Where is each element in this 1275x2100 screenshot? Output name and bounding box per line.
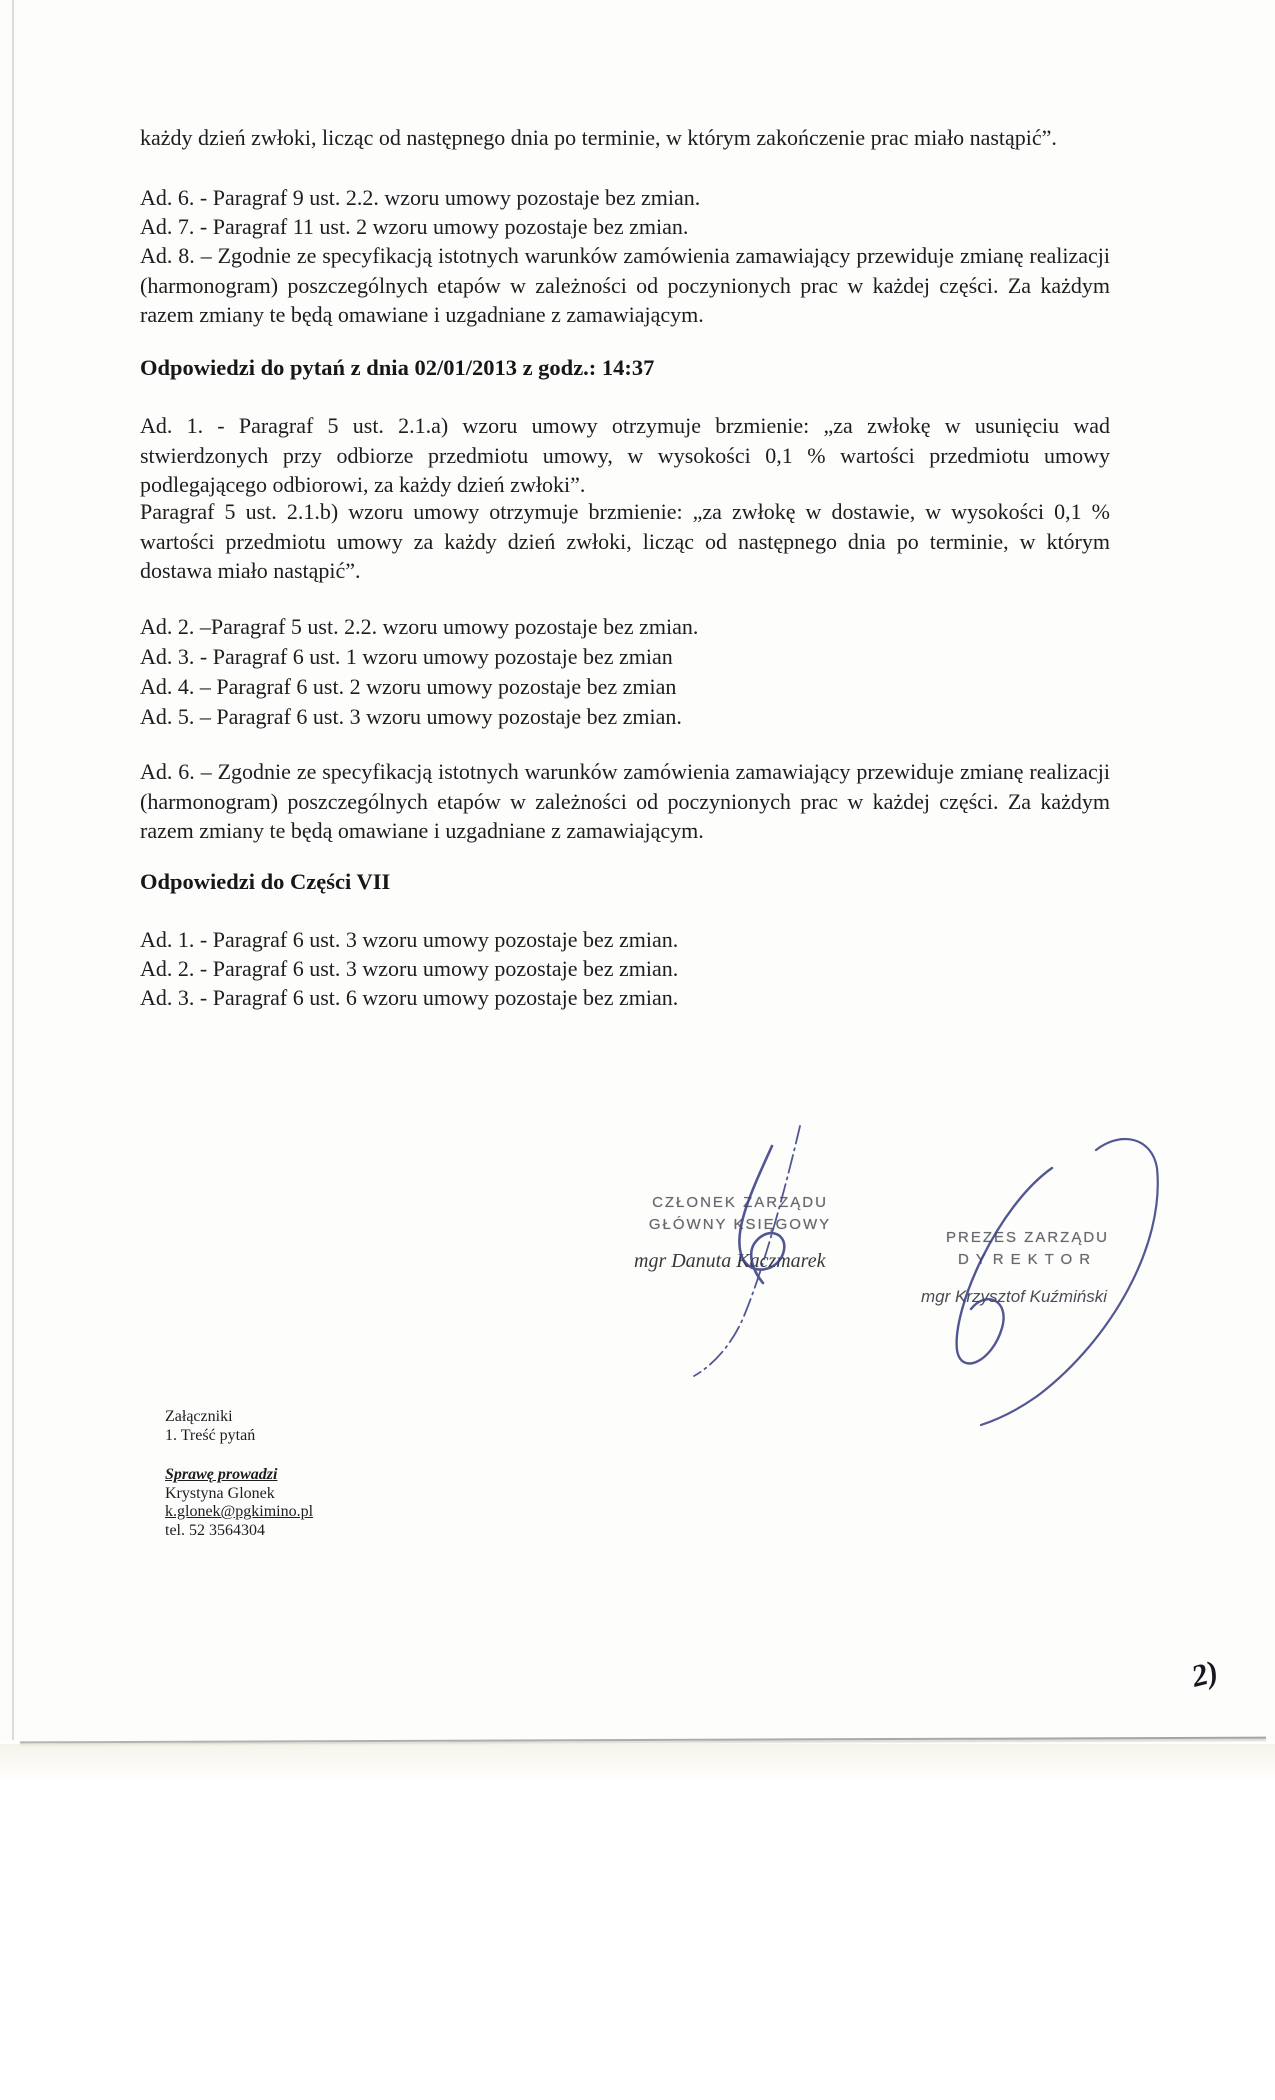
answer-paragraph-ad1b: Paragraf 5 ust. 2.1.b) wzoru umowy otrzymuje brzmienie: „za zwłokę w dostawie, w wysokości 0,1 % wartości przedmiotu umowy za każdy dzień zwłoki, licząc od następnego dnia po terminie, w którym dostawa miało nastąpić”.	[140, 499, 1110, 583]
answer-line-ad4: Ad. 4. – Paragraf 6 ust. 2 wzoru umowy pozostaje bez zmian	[140, 674, 677, 699]
section-heading-part7: Odpowiedzi do Części VII	[140, 869, 391, 894]
footer-block	[165, 1408, 313, 1540]
answer-paragraph-ad6-repeat: Ad. 6. – Zgodnie ze specyfikacją istotnych warunków zamówienia zamawiający przewiduje zmianę realizacji (harmonogram) poszczególnych etapów w zależności od poczynionych prac w każdej części. Za każdym razem zmiany te będą omawiane i uzgadniane z zamawiającym.	[140, 759, 1110, 843]
stamp-left-title-line1: CZŁONEK ZARZĄDU	[652, 1194, 828, 1211]
part7-line-ad3: Ad. 3. - Paragraf 6 ust. 6 wzoru umowy pozostaje bez zmian.	[140, 985, 679, 1010]
part7-line-ad1: Ad. 1. - Paragraf 6 ust. 3 wzoru umowy pozostaje bez zmian.	[140, 927, 679, 952]
answer-line-ad6: Ad. 6. - Paragraf 9 ust. 2.2. wzoru umowy pozostaje bez zmian.	[140, 185, 701, 210]
case-handler-label: Sprawę prowadzi	[165, 1466, 278, 1483]
part7-line-ad2: Ad. 2. - Paragraf 6 ust. 3 wzoru umowy pozostaje bez zmian.	[140, 956, 679, 981]
case-handler-name: Krystyna Glonek	[165, 1484, 275, 1502]
case-handler-phone: tel. 52 3564304	[165, 1521, 265, 1539]
signature-right-ink-tail	[981, 1139, 1158, 1425]
answer-paragraph-ad1a: Ad. 1. - Paragraf 5 ust. 2.1.a) wzoru umowy otrzymuje brzmienie: „za zwłokę w usunięciu wad stwierdzonych przy odbiorze przedmiotu umowy, w wysokości 0,1 % wartości przedmiotu umowy podlegającego odbiorowi, za każdy dzień zwłoki”.	[140, 413, 1110, 497]
continuation-paragraph: każdy dzień zwłoki, licząc od następnego dnia po terminie, w którym zakończenie prac miało nastąpić”.	[140, 125, 1057, 150]
answer-line-ad3: Ad. 3. - Paragraf 6 ust. 1 wzoru umowy pozostaje bez zmian	[140, 644, 673, 669]
scan-left-edge-line	[12, 0, 14, 1740]
handwritten-page-number: 2)	[1188, 1653, 1222, 1694]
signature-right-name: mgr Krzysztof Kuźmiński	[921, 1287, 1108, 1306]
handwritten-signatures-ink	[600, 1100, 1220, 1440]
stamp-right-title-line2: DYREKTOR	[957, 1251, 1098, 1268]
answer-line-ad5: Ad. 5. – Paragraf 6 ust. 3 wzoru umowy pozostaje bez zmian.	[140, 704, 682, 729]
signature-right-ink	[957, 1168, 1052, 1363]
answer-paragraph-ad8: Ad. 8. – Zgodnie ze specyfikacją istotnych warunków zamówienia zamawiający przewiduje zmianę realizacji (harmonogram) poszczególnych etapów w zależności od poczynionych prac w każdej części. Za każdym razem zmiany te będą omawiane i uzgadniane z zamawiającym.	[140, 243, 1110, 327]
stamp-left-title-line2: GŁÓWNY KSIĘGOWY	[648, 1216, 832, 1233]
scanner-shadow-band	[0, 1744, 1275, 1782]
answer-line-ad7: Ad. 7. - Paragraf 11 ust. 2 wzoru umowy pozostaje bez zmian.	[140, 214, 689, 239]
stamp-right-title-line1: PREZES ZARZĄDU	[945, 1229, 1109, 1246]
case-handler-email: k.glonek@pgkimino.pl	[165, 1503, 314, 1520]
section-heading-questions: Odpowiedzi do pytań z dnia 02/01/2013 z godz.: 14:37	[140, 355, 655, 380]
attachments-label: Załączniki	[165, 1408, 233, 1425]
signature-left-name: mgr Danuta Kaczmarek	[634, 1250, 826, 1272]
answer-line-ad2: Ad. 2. –Paragraf 5 ust. 2.2. wzoru umowy pozostaje bez zmian.	[140, 614, 699, 639]
attachments-item: 1. Treść pytań	[165, 1426, 256, 1444]
